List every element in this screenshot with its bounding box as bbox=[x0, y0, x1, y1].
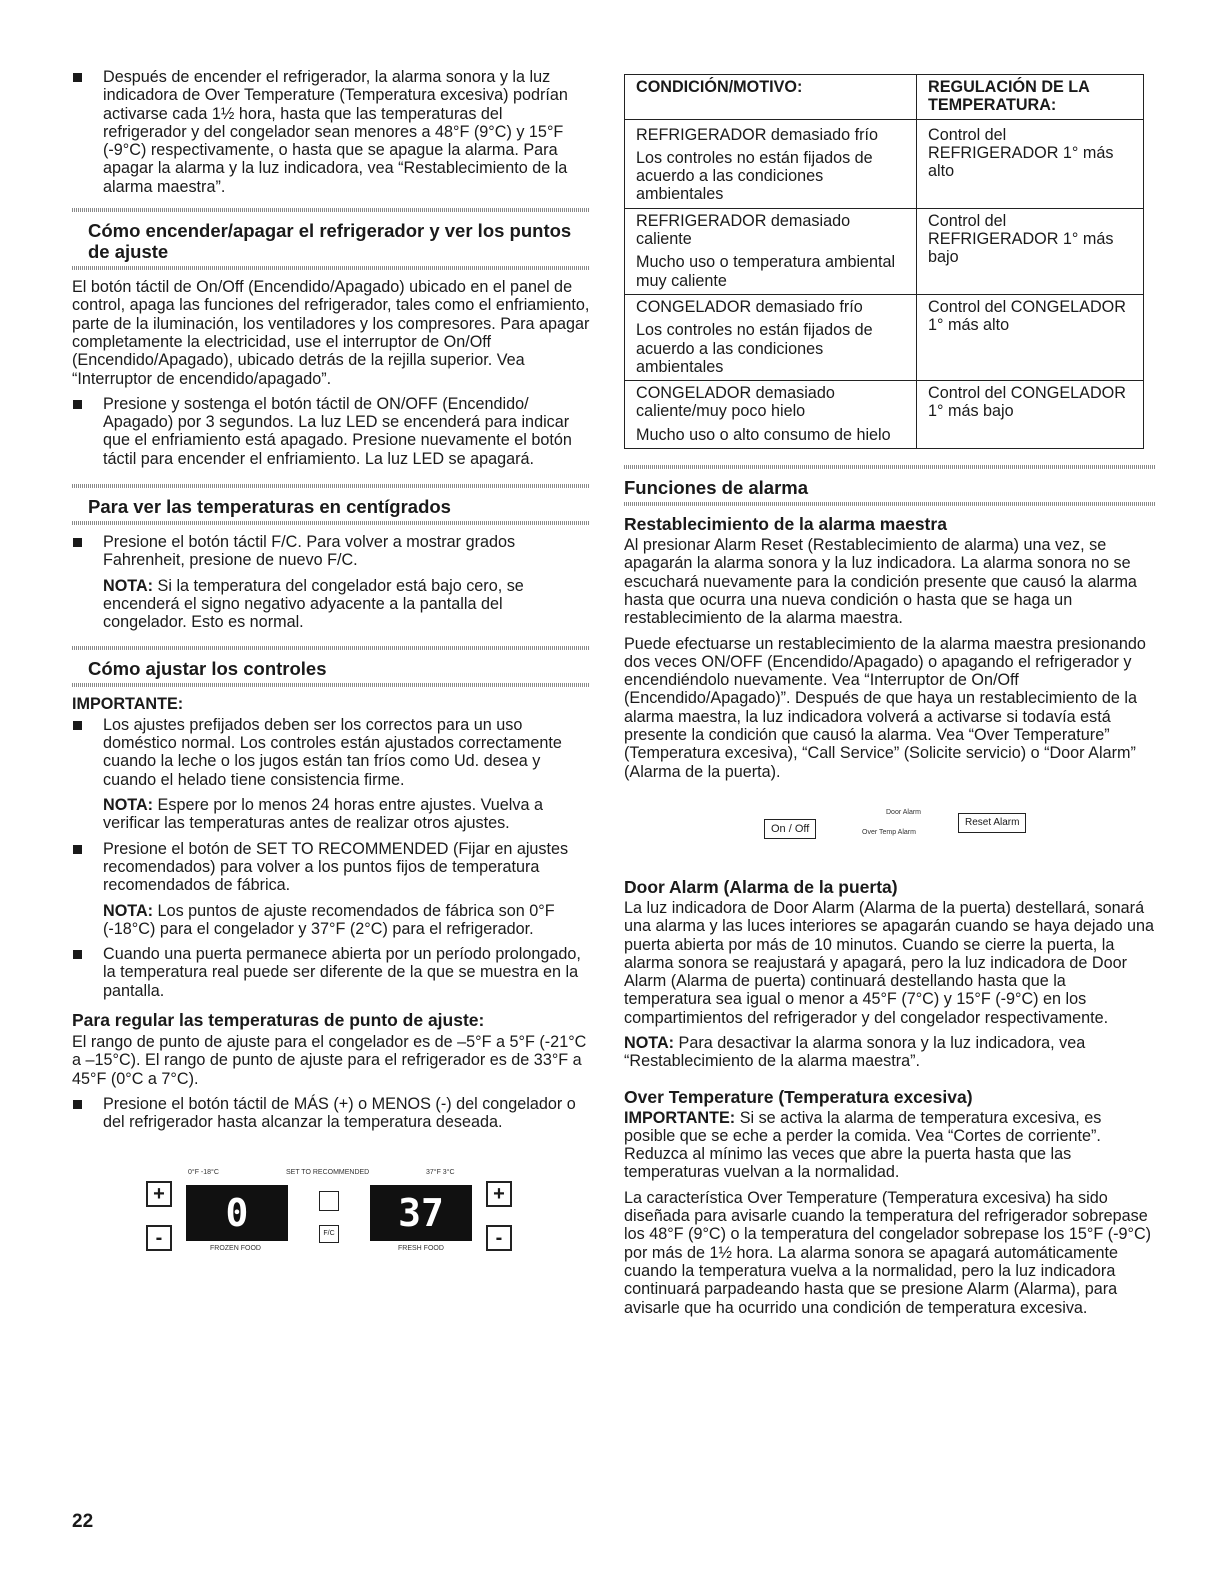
reset-paragraph-1: Al presionar Alarm Reset (Restablecimiento de alarma) una vez, se apagarán la alarma sonora y la luz indicadora. La alarma sonora no se escuchará nuevamente para la condición presente que causó la alarma hasta que ocurra una nueva condición o hasta que se haga un restablecimiento de la alarma maestra. bbox=[624, 536, 1137, 628]
right-column bbox=[624, 74, 1156, 1317]
fc-button[interactable]: F/C bbox=[319, 1225, 339, 1243]
section-title-celsius: Para ver las temperaturas en centígrados bbox=[88, 496, 451, 518]
controls-bullet-1: Los ajustes prefijados deben ser los correctos para un uso doméstico normal. Los controles están ajustados correctamente cuando la leche o los jugos están tan fríos como Ud. desea y cuando el helado tiene consistencia firme. bbox=[72, 716, 590, 789]
over-temp-alarm-indicator: Over Temp Alarm bbox=[862, 828, 916, 836]
temperature-adjust-table bbox=[624, 74, 1144, 449]
controls-note-1: NOTA: Espere por lo menos 24 horas entre ajustes. Vuelva a verificar las temperaturas antes de realizar otros ajustes. bbox=[103, 796, 543, 833]
door-alarm-indicator: Door Alarm bbox=[886, 808, 922, 816]
freezer-display: 0 bbox=[186, 1185, 288, 1241]
on-off-bullet: Presione y sostenga el botón táctil de ON/OFF (Encendido/ Apagado) por 3 segundos. La luz LED se encenderá para indicar que el enfriamiento está apagado. Presione nuevamente el botón táctil para encender el enfriamiento. La luz LED se apagará. bbox=[72, 395, 590, 468]
controls-note-2: NOTA: Los puntos de ajuste recomendados de fábrica son 0°F (-18°C) para el congelador y 37°F (2°C) para el refrigerador. bbox=[103, 901, 555, 938]
section-divider bbox=[72, 646, 590, 650]
set-recommended-button[interactable] bbox=[319, 1191, 339, 1211]
section-title-door-alarm: Door Alarm (Alarma de la puerta) bbox=[624, 876, 898, 897]
table-row bbox=[625, 294, 1144, 380]
fridge-minus-button[interactable]: - bbox=[486, 1225, 512, 1251]
over-temp-important: IMPORTANTE: Si se activa la alarma de temperatura excesiva, es posible que se eche a perder la comida. Vea “Cortes de corriente”. Reduzca al mínimo las veces que abre la puerta hasta que las temperaturas vuelvan a la normalidad. bbox=[624, 1108, 1102, 1182]
section-divider bbox=[624, 465, 1156, 469]
alarm-panel-diagram bbox=[624, 803, 1156, 863]
section-title-over-temp: Over Temperature (Temperatura excesiva) bbox=[624, 1086, 973, 1107]
page-number: 22 bbox=[72, 1511, 94, 1532]
freezer-range-label: 0°F -18°C bbox=[188, 1169, 219, 1177]
fridge-display: 37 bbox=[370, 1185, 472, 1241]
table-row bbox=[625, 208, 1144, 294]
table-header-cell: CONDICIÓN/MOTIVO: bbox=[625, 75, 917, 120]
table-row bbox=[625, 381, 1144, 449]
intro-bullet: Después de encender el refrigerador, la alarma sonora y la luz indicadora de Over Temperature (Temperatura excesiva) podrían activarse cada 1½ hora, hasta que las temperaturas del refrigerador y del congelador sean menores a 48°F (9°C) y 15°F (-9°C) respectivamente, o hasta que se apague la alarma. Para apagar la alarma y la luz indicadora, vea “Restablecimiento de la alarma maestra”. bbox=[72, 68, 590, 196]
table-cell-regulation: Control del REFRIGERADOR 1° más bajo bbox=[917, 208, 1144, 294]
section-divider bbox=[72, 484, 590, 488]
freezer-plus-button[interactable]: + bbox=[146, 1181, 172, 1207]
table-cell-regulation: Control del CONGELADOR 1° más alto bbox=[917, 294, 1144, 380]
celsius-bullet: Presione el botón táctil F/C. Para volver a mostrar grados Fahrenheit, presione de nuevo F/C. bbox=[72, 533, 590, 570]
table-row bbox=[625, 119, 1144, 208]
table-cell-regulation: Control del REFRIGERADOR 1° más alto bbox=[917, 119, 1144, 208]
table-cell-condition: REFRIGERADOR demasiado frío Los controles no están fijados de acuerdo a las condiciones ambientales bbox=[625, 119, 917, 208]
section-title-alarms: Funciones de alarma bbox=[624, 477, 809, 499]
reset-alarm-button[interactable]: Reset Alarm bbox=[958, 813, 1026, 833]
setpoint-paragraph: El rango de punto de ajuste para el congelador es de –5°F a 5°F (-21°C a –15°C). El rango de punto de ajuste para el refrigerador es de 33°F a 45°F (0°C a 7°C). bbox=[72, 1032, 587, 1088]
fresh-food-label: FRESH FOOD bbox=[398, 1245, 444, 1253]
door-alarm-paragraph: La luz indicadora de Door Alarm (Alarma de la puerta) destellará, sonará una alarma y las luces interiores se apagarán cuando se haya dejado una puerta abierta por más de 10 minutos. Cuando se cierre la puerta, la alarma sonora se reajustará y apagará, pero la luz indicadora de Door Alarm (Alarma de puerta) continuará destellando hasta que la temperatura sea igual o menor a 45°F (7°C) y 15°F (-9°C) en los compartimientos del refrigerador y del congelador respectivamente. bbox=[624, 898, 1155, 1027]
control-panel-diagram bbox=[146, 1169, 526, 1267]
section-divider bbox=[72, 521, 590, 525]
table-header-cell: REGULACIÓN DE LA TEMPERATURA: bbox=[917, 75, 1144, 120]
table-header-row bbox=[625, 75, 1144, 120]
section-divider bbox=[72, 683, 590, 687]
section-divider bbox=[72, 208, 590, 212]
section-title-controls: Cómo ajustar los controles bbox=[88, 657, 327, 679]
section-title-setpoint: Para regular las temperaturas de punto de ajuste: bbox=[72, 1009, 485, 1030]
table-cell-condition: CONGELADOR demasiado frío Los controles no están fijados de acuerdo a las condiciones ambientales bbox=[625, 294, 917, 380]
set-recommended-label: SET TO RECOMMENDED bbox=[286, 1169, 370, 1177]
freezer-minus-button[interactable]: - bbox=[146, 1225, 172, 1251]
frozen-food-label: FROZEN FOOD bbox=[210, 1245, 261, 1253]
table-cell-condition: REFRIGERADOR demasiado caliente Mucho uso o temperatura ambiental muy caliente bbox=[625, 208, 917, 294]
setpoint-bullet: Presione el botón táctil de MÁS (+) o MENOS (-) del congelador o del refrigerador hasta alcanzar la temperatura deseada. bbox=[72, 1095, 590, 1132]
reset-paragraph-2: Puede efectuarse un restablecimiento de la alarma maestra presionando dos veces ON/OFF (Encendido/Apagado) o apagando el refrigerador y encendiéndolo nuevamente. Vea “Interruptor de On/Off (Encendido/Apagado)”. Después de que haya un restablecimiento de la alarma maestra, la luz indicadora volverá a activarse si todavía está presente la condición que causó la alarma. Vea “Over Temperature” (Temperatura excesiva), “Call Service” (Solicite servicio) o “Door Alarm” (Alarma de la puerta). bbox=[624, 634, 1146, 781]
section-divider bbox=[72, 266, 590, 270]
over-temp-paragraph: La característica Over Temperature (Temperatura excesiva) ha sido diseñada para avisarle cuando la temperatura del refrigerador sobrepase los 48°F (9°C) o la temperatura del congelador sobrepase los 15°F (-9°C) por más de 1½ hora. La alarma sonora se apagará automáticamente cuando la temperatura vuelva a la normalidad, pero la luz indicadora continuará parpadeando hasta que se presione Alarm (Alarma), para avisarle que ha ocurrido una condición de temperatura excesiva. bbox=[624, 1188, 1152, 1317]
fridge-range-label: 37°F 3°C bbox=[426, 1169, 455, 1177]
table-cell-condition: CONGELADOR demasiado caliente/muy poco hielo Mucho uso o alto consumo de hielo bbox=[625, 381, 917, 449]
section-title-master-reset: Restablecimiento de la alarma maestra bbox=[624, 514, 947, 535]
controls-bullet-2: Presione el botón de SET TO RECOMMENDED (Fijar en ajustes recomendados) para volver a los puntos fijos de temperatura recomendados de fábrica. bbox=[72, 840, 590, 895]
left-column bbox=[72, 68, 590, 1267]
on-off-paragraph: El botón táctil de On/Off (Encendido/Apagado) ubicado en el panel de control, apaga las funciones del refrigerador, tales como el enfriamiento, parte de la iluminación, los ventiladores y los compresores. Para apagar completamente la electricidad, use el interruptor de On/Off (Encendido/Apagado), ubicado detrás de la rejilla superior. Vea “Interruptor de encendido/apagado”. bbox=[72, 278, 590, 388]
celsius-note: NOTA: Si la temperatura del congelador está bajo cero, se encenderá el signo negativo adyacente a la pantalla del congelador. Esto es normal. bbox=[103, 576, 524, 632]
door-alarm-note: NOTA: Para desactivar la alarma sonora y la luz indicadora, vea “Restablecimiento de la alarma maestra”. bbox=[624, 1033, 1086, 1071]
section-divider bbox=[624, 502, 1156, 506]
section-title-on-off: Cómo encender/apagar el refrigerador y ver los puntos de ajuste bbox=[88, 220, 572, 263]
on-off-button[interactable]: On / Off bbox=[764, 819, 816, 839]
fridge-plus-button[interactable]: + bbox=[486, 1181, 512, 1207]
table-cell-regulation: Control del CONGELADOR 1° más bajo bbox=[917, 381, 1144, 449]
important-label: IMPORTANTE: bbox=[72, 694, 184, 713]
controls-bullet-3: Cuando una puerta permanece abierta por un período prolongado, la temperatura real puede ser diferente de la que se muestra en la pantalla. bbox=[72, 945, 590, 1000]
